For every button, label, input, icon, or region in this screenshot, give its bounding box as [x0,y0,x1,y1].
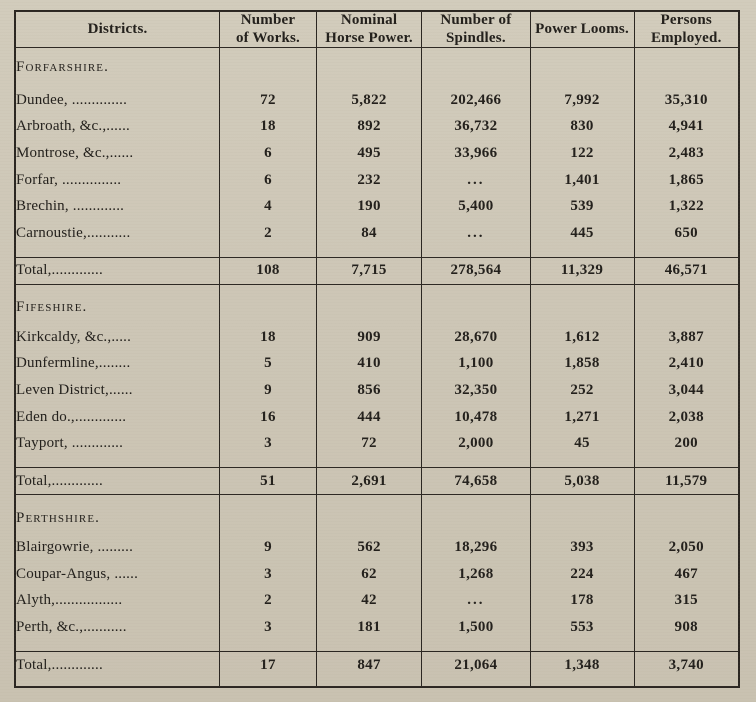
total-number-of-works: 17 [220,652,317,679]
section-spacer-cell [316,48,421,87]
spacer-cell [316,284,421,291]
table-row [16,324,738,351]
statistics-table [16,12,738,686]
district-name: Brechin, ............. [16,198,125,215]
spacer-cell [220,678,317,686]
number-of-spindles: 28,670 [422,324,530,351]
column-header-number-of-spindles [422,12,530,48]
section-spacer-cell [530,502,634,534]
spacer-cell [634,495,738,502]
number-of-works: 9 [220,377,317,404]
district-name: Dunfermline,........ [16,355,131,372]
table-row [16,220,738,247]
number-of-spindles: ... [422,220,530,247]
spacer-cell [220,284,317,291]
spacer-row [16,678,738,686]
number-of-spindles: 2,000 [422,431,530,458]
nominal-horse-power: 62 [316,561,421,588]
district-name: Arbroath, &c.,...... [16,118,130,135]
column-header-nominal-horse-power [316,12,421,48]
number-of-works: 5 [220,351,317,378]
table-row [16,167,738,194]
section-total-row-fifeshire [16,468,738,495]
persons-employed: 1,322 [634,194,738,221]
power-looms: 122 [530,140,634,167]
power-looms: 1,271 [530,404,634,431]
power-looms: 178 [530,588,634,615]
spacer-row [16,457,738,468]
nominal-horse-power: 495 [316,140,421,167]
spacer-cell [16,247,220,258]
table-row [16,194,738,221]
column-header-spindles-line2: Spindles. [446,29,506,46]
total-power-looms: 11,329 [530,258,634,285]
section-spacer-cell [316,502,421,534]
section-spacer-cell [422,502,530,534]
section-heading-fifeshire: Fifeshire. [16,299,88,316]
power-looms: 445 [530,220,634,247]
persons-employed: 3,044 [634,377,738,404]
total-number-of-spindles: 74,658 [422,468,530,495]
power-looms: 553 [530,614,634,641]
power-looms: 7,992 [530,87,634,114]
spacer-cell [634,247,738,258]
spacer-row [16,247,738,258]
spacer-cell [530,678,634,686]
number-of-spindles: 36,732 [422,114,530,141]
number-of-spindles: ... [422,588,530,615]
number-of-works: 18 [220,114,317,141]
power-looms: 830 [530,114,634,141]
number-of-works: 9 [220,534,317,561]
number-of-spindles: 32,350 [422,377,530,404]
total-label: Total,............. [16,258,220,285]
spacer-cell [16,457,220,468]
column-header-looms-line1: Power Looms. [535,20,629,37]
table-row [16,588,738,615]
persons-employed: 650 [634,220,738,247]
nominal-horse-power: 84 [316,220,421,247]
total-number-of-works: 51 [220,468,317,495]
table-header [16,12,738,48]
spacer-cell [16,284,220,291]
table-row [16,351,738,378]
total-label: Total,............. [16,468,220,495]
table-row [16,431,738,458]
persons-employed: 2,038 [634,404,738,431]
spacer-row [16,641,738,652]
spacer-cell [422,495,530,502]
spacer-cell [634,457,738,468]
column-header-number-of-works [220,12,317,48]
spacer-cell [316,678,421,686]
persons-employed: 467 [634,561,738,588]
spacer-cell [422,284,530,291]
section-heading-row [16,48,738,87]
total-number-of-spindles: 278,564 [422,258,530,285]
spacer-row [16,284,738,291]
table-row [16,614,738,641]
section-spacer-cell [422,292,530,324]
total-label: Total,............. [16,652,220,679]
column-header-persons-line2: Employed. [650,29,722,46]
district-name: Coupar-Angus, ...... [16,565,139,582]
district-name: Leven District,...... [16,382,133,399]
number-of-works: 2 [220,588,317,615]
number-of-spindles: 202,466 [422,87,530,114]
spacer-cell [634,678,738,686]
spacer-cell [530,457,634,468]
spacer-cell [316,641,421,652]
spacer-cell [16,678,220,686]
number-of-spindles: 1,268 [422,561,530,588]
number-of-works: 3 [220,614,317,641]
section-spacer-cell [220,48,317,87]
section-total-row-perthshire [16,652,738,679]
number-of-spindles: ... [422,167,530,194]
section-total-row-forfarshire [16,258,738,285]
district-name: Forfar, ............... [16,171,122,188]
total-persons-employed: 11,579 [634,468,738,495]
column-header-persons-employed [634,12,738,48]
power-looms: 1,858 [530,351,634,378]
power-looms: 1,401 [530,167,634,194]
number-of-works: 72 [220,87,317,114]
section-spacer-cell [316,292,421,324]
spacer-cell [220,495,317,502]
table-row [16,140,738,167]
column-header-districts-line1: Districts. [87,20,148,37]
nominal-horse-power: 72 [316,431,421,458]
number-of-works: 3 [220,561,317,588]
nominal-horse-power: 892 [316,114,421,141]
persons-employed: 315 [634,588,738,615]
table-header-row [16,12,738,48]
section-spacer-cell [530,292,634,324]
column-header-spindles-line1: Number of [440,12,512,28]
nominal-horse-power: 5,822 [316,87,421,114]
total-power-looms: 5,038 [530,468,634,495]
total-persons-employed: 46,571 [634,258,738,285]
section-heading-row [16,292,738,324]
nominal-horse-power: 444 [316,404,421,431]
power-looms: 224 [530,561,634,588]
section-spacer-cell [530,48,634,87]
persons-employed: 2,483 [634,140,738,167]
persons-employed: 2,050 [634,534,738,561]
table-row [16,404,738,431]
spacer-cell [316,495,421,502]
table-row [16,534,738,561]
number-of-spindles: 1,100 [422,351,530,378]
number-of-spindles: 10,478 [422,404,530,431]
column-header-power-looms [530,12,634,48]
spacer-cell [16,495,220,502]
spacer-cell [530,284,634,291]
section-spacer-cell [422,48,530,87]
spacer-cell [316,247,421,258]
number-of-spindles: 33,966 [422,140,530,167]
persons-employed: 35,310 [634,87,738,114]
number-of-works: 6 [220,140,317,167]
column-header-persons-line1: Persons [660,12,712,28]
spacer-cell [220,457,317,468]
persons-employed: 4,941 [634,114,738,141]
persons-employed: 3,887 [634,324,738,351]
section-heading-perthshire: Perthshire. [16,509,101,526]
spacer-cell [530,495,634,502]
district-name: Dundee, .............. [16,91,128,108]
power-looms: 393 [530,534,634,561]
section-heading-row [16,502,738,534]
nominal-horse-power: 562 [316,534,421,561]
section-spacer-cell [634,48,738,87]
district-name: Alyth,................. [16,592,123,609]
power-looms: 45 [530,431,634,458]
number-of-works: 4 [220,194,317,221]
number-of-works: 16 [220,404,317,431]
number-of-works: 3 [220,431,317,458]
total-number-of-works: 108 [220,258,317,285]
district-name: Eden do.,............. [16,408,127,425]
number-of-works: 18 [220,324,317,351]
spacer-cell [220,641,317,652]
section-spacer-cell [220,502,317,534]
total-persons-employed: 3,740 [634,652,738,679]
statistics-table-container [14,10,740,688]
table-row [16,377,738,404]
spacer-cell [422,678,530,686]
table-row [16,87,738,114]
persons-employed: 1,865 [634,167,738,194]
total-nominal-horse-power: 2,691 [316,468,421,495]
column-header-horse-line1: Nominal [340,12,398,28]
number-of-works: 2 [220,220,317,247]
column-header-works-line2: of Works. [235,29,300,46]
nominal-horse-power: 856 [316,377,421,404]
spacer-cell [634,284,738,291]
section-heading-forfarshire: Forfarshire. [16,59,109,76]
number-of-works: 6 [220,167,317,194]
table-row [16,114,738,141]
total-nominal-horse-power: 7,715 [316,258,421,285]
district-name: Carnoustie,........... [16,225,131,242]
total-power-looms: 1,348 [530,652,634,679]
table-body [16,48,738,686]
number-of-spindles: 5,400 [422,194,530,221]
spacer-cell [422,457,530,468]
table-row [16,561,738,588]
nominal-horse-power: 190 [316,194,421,221]
column-header-works-line1: Number [240,12,296,28]
total-nominal-horse-power: 847 [316,652,421,679]
district-name: Blairgowrie, ......... [16,538,134,555]
column-header-horse-line2: Horse Power. [325,29,413,46]
number-of-spindles: 1,500 [422,614,530,641]
section-spacer-cell [634,292,738,324]
persons-employed: 908 [634,614,738,641]
power-looms: 1,612 [530,324,634,351]
spacer-cell [316,457,421,468]
nominal-horse-power: 909 [316,324,421,351]
spacer-cell [220,247,317,258]
district-name: Tayport, ............. [16,435,124,452]
spacer-cell [530,247,634,258]
section-spacer-cell [634,502,738,534]
persons-employed: 200 [634,431,738,458]
nominal-horse-power: 42 [316,588,421,615]
power-looms: 252 [530,377,634,404]
spacer-cell [530,641,634,652]
district-name: Kirkcaldy, &c.,..... [16,328,132,345]
total-number-of-spindles: 21,064 [422,652,530,679]
column-header-districts [16,12,220,48]
district-name: Montrose, &c.,...... [16,145,134,162]
nominal-horse-power: 410 [316,351,421,378]
power-looms: 539 [530,194,634,221]
nominal-horse-power: 181 [316,614,421,641]
number-of-spindles: 18,296 [422,534,530,561]
district-name: Perth, &c.,........... [16,619,127,636]
spacer-cell [422,247,530,258]
persons-employed: 2,410 [634,351,738,378]
section-spacer-cell [220,292,317,324]
spacer-cell [634,641,738,652]
spacer-cell [16,641,220,652]
spacer-row [16,495,738,502]
spacer-cell [422,641,530,652]
nominal-horse-power: 232 [316,167,421,194]
